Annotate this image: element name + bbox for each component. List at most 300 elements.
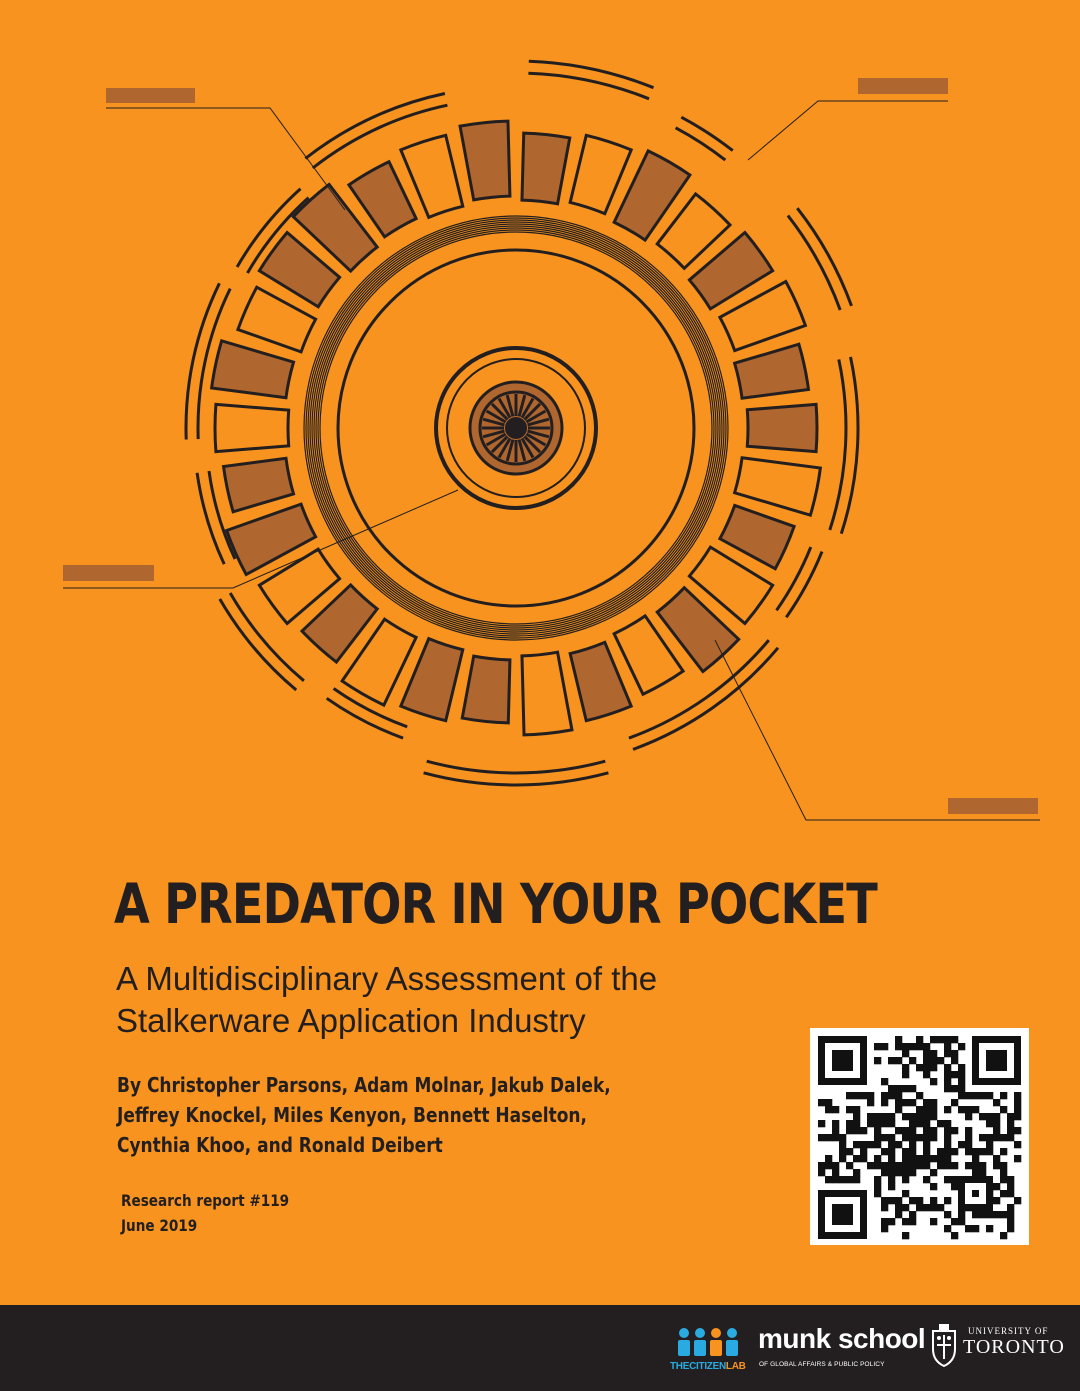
- qr-module: [874, 1134, 881, 1141]
- qr-module: [937, 1120, 944, 1127]
- qr-module: [979, 1169, 986, 1176]
- qr-module: [944, 1078, 951, 1085]
- qr-module: [832, 1169, 839, 1176]
- qr-module: [986, 1120, 993, 1127]
- qr-module: [923, 1162, 930, 1169]
- qr-module: [818, 1099, 825, 1106]
- authors-line-1: By Christopher Parsons, Adam Molnar, Jakub Dalek,: [117, 1073, 611, 1097]
- report-title: A PREDATOR IN YOUR POCKET: [114, 872, 877, 936]
- qr-module: [944, 1064, 951, 1071]
- qr-module: [972, 1225, 979, 1232]
- qr-module: [888, 1183, 895, 1190]
- qr-module: [965, 1106, 972, 1113]
- qr-module: [951, 1085, 958, 1092]
- qr-module: [902, 1099, 909, 1106]
- qr-module: [1014, 1092, 1021, 1099]
- qr-module: [853, 1176, 860, 1183]
- qr-module: [909, 1120, 916, 1127]
- qr-module: [944, 1134, 951, 1141]
- outer-arc: [334, 689, 408, 727]
- qr-module: [881, 1204, 888, 1211]
- qr-module: [993, 1162, 1000, 1169]
- qr-module: [1000, 1176, 1007, 1183]
- qr-module: [895, 1169, 902, 1176]
- uoft-university-of: UNIVERSITY OF: [968, 1326, 1049, 1336]
- citizenlab-logo-icon: [675, 1327, 739, 1359]
- qr-module: [965, 1225, 972, 1232]
- qr-module: [986, 1225, 993, 1232]
- qr-module: [902, 1176, 909, 1183]
- qr-module: [888, 1197, 895, 1204]
- munk-school-subtitle: OF GLOBAL AFFAIRS & PUBLIC POLICY: [759, 1361, 885, 1368]
- qr-module: [909, 1043, 916, 1050]
- qr-module: [874, 1043, 881, 1050]
- qr-module: [874, 1141, 881, 1148]
- uoft-logo[interactable]: [930, 1323, 1070, 1379]
- qr-module: [944, 1176, 951, 1183]
- qr-module: [825, 1099, 832, 1106]
- qr-module: [951, 1050, 958, 1057]
- qr-module: [874, 1120, 881, 1127]
- citizenlab-logo[interactable]: [670, 1327, 744, 1377]
- qr-module: [923, 1127, 930, 1134]
- qr-module: [909, 1148, 916, 1155]
- qr-module: [839, 1176, 846, 1183]
- qr-module: [930, 1050, 937, 1057]
- outer-arc: [830, 359, 846, 530]
- qr-module: [874, 1155, 881, 1162]
- qr-module: [846, 1162, 853, 1169]
- qr-module: [1000, 1162, 1007, 1169]
- qr-module: [1000, 1106, 1007, 1113]
- subtitle-line-1: A Multidisciplinary Assessment of the: [116, 960, 658, 997]
- qr-module: [944, 1162, 951, 1169]
- qr-module: [902, 1155, 909, 1162]
- qr-module: [951, 1183, 958, 1190]
- qr-module: [902, 1064, 909, 1071]
- qr-module: [1007, 1218, 1014, 1225]
- qr-module: [930, 1064, 937, 1071]
- qr-finder-core: [832, 1050, 853, 1071]
- qr-module: [951, 1057, 958, 1064]
- qr-module: [972, 1211, 979, 1218]
- qr-module: [846, 1092, 853, 1099]
- ring-segment: [212, 341, 294, 398]
- qr-module: [972, 1106, 979, 1113]
- qr-module: [895, 1162, 902, 1169]
- callout-label-box: [858, 78, 948, 94]
- ring-segment: [522, 652, 572, 735]
- qr-module: [930, 1169, 937, 1176]
- qr-module: [839, 1155, 846, 1162]
- qr-module: [888, 1155, 895, 1162]
- qr-module: [902, 1085, 909, 1092]
- qr-module: [993, 1120, 1000, 1127]
- qr-module: [825, 1162, 832, 1169]
- qr-module: [958, 1106, 965, 1113]
- ring-segment: [302, 585, 377, 662]
- qr-module: [1007, 1134, 1014, 1141]
- qr-module: [909, 1113, 916, 1120]
- qr-module: [979, 1092, 986, 1099]
- qr-module: [888, 1141, 895, 1148]
- qr-module: [951, 1036, 958, 1043]
- qr-module: [923, 1113, 930, 1120]
- qr-module: [1000, 1148, 1007, 1155]
- center-eye: [436, 348, 596, 508]
- qr-module: [923, 1057, 930, 1064]
- authors: [117, 1070, 611, 1160]
- qr-module: [993, 1113, 1000, 1120]
- qr-module: [895, 1036, 902, 1043]
- qr-module: [965, 1162, 972, 1169]
- qr-module: [853, 1120, 860, 1127]
- qr-module: [993, 1155, 1000, 1162]
- qr-module: [902, 1162, 909, 1169]
- munk-school-logo[interactable]: [758, 1323, 926, 1375]
- qr-module: [874, 1127, 881, 1134]
- qr-module: [867, 1141, 874, 1148]
- qr-module: [916, 1134, 923, 1141]
- qr-module: [930, 1134, 937, 1141]
- qr-module: [923, 1043, 930, 1050]
- qr-module: [895, 1204, 902, 1211]
- qr-module: [860, 1148, 867, 1155]
- qr-module: [1007, 1211, 1014, 1218]
- qr-module: [916, 1064, 923, 1071]
- qr-module: [972, 1162, 979, 1169]
- authors-line-2: Jeffrey Knockel, Miles Kenyon, Bennett Haselton,: [117, 1103, 587, 1127]
- qr-module: [1000, 1211, 1007, 1218]
- qr-module: [1014, 1106, 1021, 1113]
- qr-module: [867, 1120, 874, 1127]
- qr-module: [986, 1134, 993, 1141]
- qr-module: [944, 1211, 951, 1218]
- qr-module: [965, 1134, 972, 1141]
- qr-module: [930, 1106, 937, 1113]
- qr-module: [825, 1134, 832, 1141]
- ring-segment: [224, 458, 294, 512]
- ring-segment: [689, 233, 772, 309]
- qr-module: [951, 1127, 958, 1134]
- report-subtitle: [116, 958, 657, 1042]
- qr-module: [867, 1162, 874, 1169]
- qr-module: [993, 1099, 1000, 1106]
- ring-segment: [747, 404, 817, 451]
- qr-module: [979, 1134, 986, 1141]
- uoft-crest-icon: [930, 1323, 958, 1367]
- qr-module: [895, 1043, 902, 1050]
- ring-segment: [570, 642, 631, 720]
- qr-module: [1007, 1183, 1014, 1190]
- qr-module: [909, 1218, 916, 1225]
- ring-segment: [570, 135, 631, 213]
- qr-module: [867, 1099, 874, 1106]
- qr-module: [1007, 1120, 1014, 1127]
- qr-module: [993, 1183, 1000, 1190]
- qr-module: [902, 1050, 909, 1057]
- qr-module: [972, 1092, 979, 1099]
- qr-module: [888, 1162, 895, 1169]
- qr-module: [944, 1050, 951, 1057]
- qr-module: [1000, 1134, 1007, 1141]
- qr-module: [944, 1148, 951, 1155]
- qr-module: [881, 1043, 888, 1050]
- qr-module: [860, 1141, 867, 1148]
- qr-module: [937, 1155, 944, 1162]
- citizenlab-wordmark: [670, 1361, 746, 1372]
- qr-module: [1000, 1169, 1007, 1176]
- qr-module: [944, 1127, 951, 1134]
- qr-module: [944, 1071, 951, 1078]
- qr-module: [895, 1197, 902, 1204]
- outer-arc: [676, 128, 726, 160]
- ring-segment: [460, 121, 510, 200]
- qr-module: [930, 1127, 937, 1134]
- callout-line: [715, 640, 1040, 820]
- qr-module: [951, 1148, 958, 1155]
- qr-module: [1007, 1225, 1014, 1232]
- qr-module: [909, 1099, 916, 1106]
- qr-module: [951, 1218, 958, 1225]
- qr-module: [881, 1218, 888, 1225]
- qr-module: [839, 1148, 846, 1155]
- qr-module: [909, 1057, 916, 1064]
- qr-module: [930, 1204, 937, 1211]
- qr-module: [881, 1113, 888, 1120]
- qr-module: [1014, 1099, 1021, 1106]
- qr-module: [895, 1057, 902, 1064]
- qr-code[interactable]: [810, 1028, 1029, 1245]
- qr-module: [916, 1113, 923, 1120]
- qr-module: [902, 1190, 909, 1197]
- qr-module: [902, 1043, 909, 1050]
- qr-module: [958, 1078, 965, 1085]
- qr-module: [916, 1043, 923, 1050]
- qr-code-icon: [810, 1028, 1029, 1245]
- qr-module: [888, 1113, 895, 1120]
- qr-module: [895, 1211, 902, 1218]
- outer-arc: [220, 599, 296, 690]
- qr-module: [888, 1134, 895, 1141]
- qr-module: [895, 1106, 902, 1113]
- qr-module: [874, 1190, 881, 1197]
- qr-module: [930, 1197, 937, 1204]
- qr-module: [881, 1197, 888, 1204]
- qr-module: [909, 1141, 916, 1148]
- qr-module: [979, 1211, 986, 1218]
- callout-line: [106, 108, 345, 210]
- qr-module: [902, 1218, 909, 1225]
- qr-module: [853, 1169, 860, 1176]
- qr-finder-core: [832, 1204, 853, 1225]
- outer-arc: [528, 73, 649, 99]
- qr-module: [881, 1169, 888, 1176]
- citizenlab-lab: LAB: [725, 1361, 746, 1372]
- qr-module: [965, 1092, 972, 1099]
- qr-module: [965, 1127, 972, 1134]
- qr-module: [888, 1085, 895, 1092]
- qr-module: [902, 1204, 909, 1211]
- report-number: Research report #119: [121, 1191, 290, 1210]
- qr-module: [895, 1127, 902, 1134]
- qr-module: [958, 1043, 965, 1050]
- qr-module: [832, 1127, 839, 1134]
- qr-module: [930, 1078, 937, 1085]
- qr-module: [853, 1141, 860, 1148]
- qr-module: [923, 1134, 930, 1141]
- qr-module: [825, 1155, 832, 1162]
- qr-module: [832, 1134, 839, 1141]
- citizenlab-citizen: CITIZEN: [689, 1361, 726, 1372]
- callout-label-box: [63, 565, 154, 581]
- qr-module: [951, 1071, 958, 1078]
- outer-arc: [230, 593, 304, 681]
- callout-label-box: [106, 88, 195, 103]
- qr-module: [937, 1036, 944, 1043]
- qr-module: [923, 1099, 930, 1106]
- qr-module: [1007, 1204, 1014, 1211]
- qr-module: [972, 1148, 979, 1155]
- munk-school-name: munk school: [758, 1323, 926, 1354]
- qr-module: [986, 1141, 993, 1148]
- qr-module: [909, 1162, 916, 1169]
- qr-module: [860, 1155, 867, 1162]
- qr-finder-core: [986, 1050, 1007, 1071]
- qr-module: [895, 1092, 902, 1099]
- footer-bar: [0, 1305, 1080, 1391]
- qr-module: [923, 1106, 930, 1113]
- qr-module: [860, 1092, 867, 1099]
- qr-module: [888, 1148, 895, 1155]
- qr-module: [818, 1162, 825, 1169]
- ring-segment: [462, 656, 510, 723]
- qr-module: [923, 1064, 930, 1071]
- qr-module: [818, 1134, 825, 1141]
- outer-arc: [797, 208, 851, 306]
- qr-module: [909, 1155, 916, 1162]
- outer-arc: [327, 698, 403, 738]
- qr-module: [902, 1113, 909, 1120]
- qr-module: [832, 1120, 839, 1127]
- qr-module: [986, 1148, 993, 1155]
- qr-module: [874, 1162, 881, 1169]
- qr-module: [1007, 1190, 1014, 1197]
- qr-module: [993, 1211, 1000, 1218]
- qr-module: [993, 1134, 1000, 1141]
- qr-module: [923, 1141, 930, 1148]
- qr-module: [958, 1092, 965, 1099]
- report-date: June 2019: [121, 1216, 198, 1235]
- qr-module: [923, 1176, 930, 1183]
- qr-module: [930, 1218, 937, 1225]
- outer-arc: [305, 94, 445, 159]
- ring-segment: [215, 404, 289, 451]
- qr-module: [916, 1204, 923, 1211]
- qr-module: [895, 1141, 902, 1148]
- qr-module: [874, 1176, 881, 1183]
- qr-module: [902, 1232, 909, 1239]
- qr-module: [846, 1148, 853, 1155]
- qr-module: [951, 1099, 958, 1106]
- qr-module: [916, 1036, 923, 1043]
- qr-module: [1014, 1141, 1021, 1148]
- qr-module: [916, 1197, 923, 1204]
- qr-module: [979, 1162, 986, 1169]
- ring-segment: [227, 504, 316, 574]
- qr-module: [923, 1204, 930, 1211]
- subtitle-line-2: Stalkerware Application Industry: [116, 1002, 586, 1039]
- qr-module: [874, 1183, 881, 1190]
- qr-module: [979, 1113, 986, 1120]
- ring-segment: [657, 588, 738, 672]
- qr-module: [832, 1106, 839, 1113]
- qr-module: [930, 1057, 937, 1064]
- qr-module: [923, 1155, 930, 1162]
- qr-module: [944, 1197, 951, 1204]
- qr-module: [881, 1148, 888, 1155]
- qr-module: [944, 1036, 951, 1043]
- qr-module: [916, 1155, 923, 1162]
- qr-module: [818, 1120, 825, 1127]
- qr-module: [958, 1064, 965, 1071]
- ring-segment: [522, 133, 570, 204]
- qr-module: [846, 1176, 853, 1183]
- qr-module: [958, 1071, 965, 1078]
- qr-module: [1014, 1197, 1021, 1204]
- qr-module: [916, 1106, 923, 1113]
- qr-module: [1007, 1176, 1014, 1183]
- qr-module: [853, 1127, 860, 1134]
- qr-module: [923, 1050, 930, 1057]
- qr-module: [839, 1141, 846, 1148]
- qr-module: [881, 1078, 888, 1085]
- qr-module: [825, 1176, 832, 1183]
- qr-module: [965, 1113, 972, 1120]
- qr-module: [951, 1176, 958, 1183]
- qr-module: [916, 1120, 923, 1127]
- qr-module: [853, 1106, 860, 1113]
- qr-module: [881, 1225, 888, 1232]
- qr-module: [1000, 1092, 1007, 1099]
- qr-module: [958, 1141, 965, 1148]
- qr-module: [965, 1148, 972, 1155]
- qr-module: [867, 1113, 874, 1120]
- qr-module: [944, 1141, 951, 1148]
- qr-module: [1014, 1113, 1021, 1120]
- qr-module: [874, 1113, 881, 1120]
- qr-module: [937, 1162, 944, 1169]
- qr-module: [909, 1127, 916, 1134]
- qr-module: [923, 1148, 930, 1155]
- qr-module: [839, 1134, 846, 1141]
- qr-module: [888, 1057, 895, 1064]
- qr-module: [888, 1218, 895, 1225]
- qr-module: [958, 1211, 965, 1218]
- qr-module: [909, 1169, 916, 1176]
- qr-module: [916, 1162, 923, 1169]
- qr-module: [902, 1169, 909, 1176]
- qr-module: [909, 1211, 916, 1218]
- qr-module: [853, 1113, 860, 1120]
- qr-module: [881, 1162, 888, 1169]
- callout-line: [748, 101, 948, 160]
- qr-module: [1014, 1127, 1021, 1134]
- qr-module: [853, 1092, 860, 1099]
- qr-module: [909, 1197, 916, 1204]
- qr-module: [930, 1183, 937, 1190]
- pupil: [505, 417, 527, 439]
